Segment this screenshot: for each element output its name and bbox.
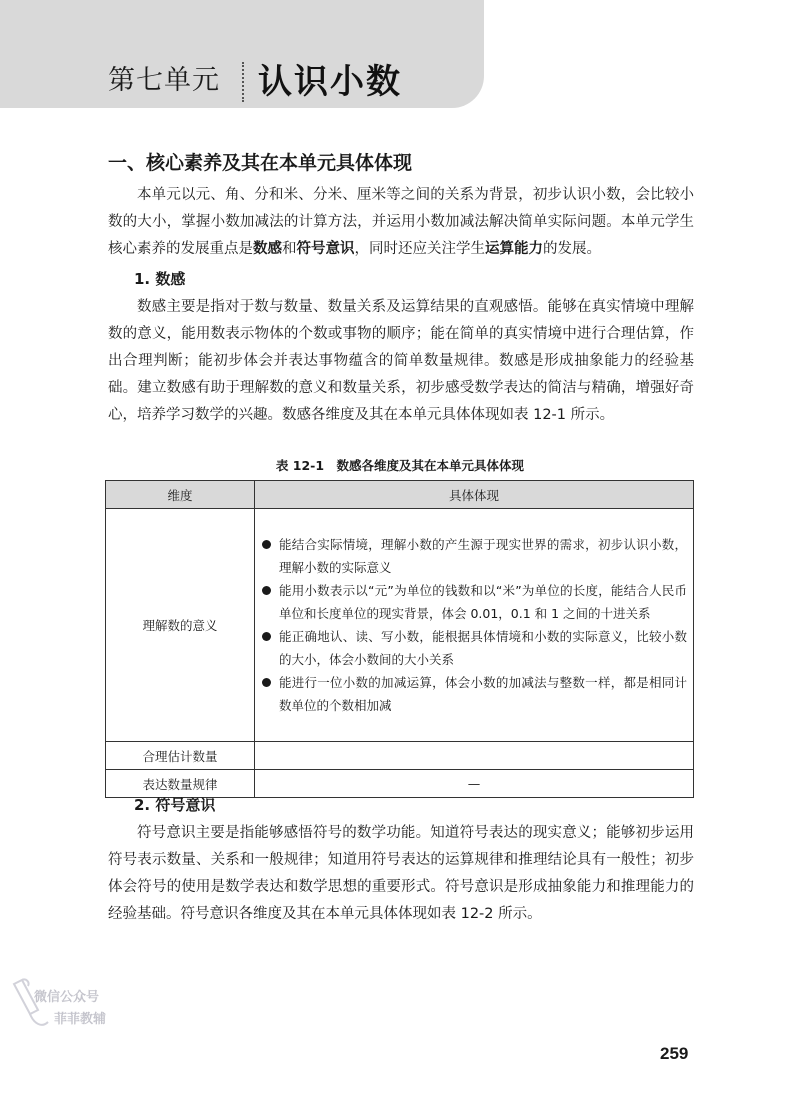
- table-header-row: [106, 481, 694, 509]
- table-caption: 表 12-1 数感各维度及其在本单元具体体现: [275, 458, 525, 473]
- emphasis-number-sense: 数感: [253, 241, 282, 257]
- watermark: [8, 966, 132, 1046]
- manifestation-cell: [255, 742, 694, 770]
- list-item: 能结合实际情境，理解小数的产生源于现实世界的需求，初步认识小数，理解小数的实际意义: [261, 533, 687, 579]
- title-separator: [242, 62, 244, 102]
- dimension-cell: 表达数量规律: [106, 770, 255, 798]
- number-sense-paragraph: 数感主要是指对于数与数量、数量关系及运算结果的直观感悟。能够在真实情境中理解数的意义，能用数表示物体的个数或事物的顺序；能在简单的真实情境中进行合理估算，作出合理判断；能初步体会并表达事物蕴含的简单数量规律。数感是形成抽象能力的经验基础。建立数感有助于理解数的意义和数量关系，初步感受数学表达的简洁与精确，增强好奇心，培养学习数学的兴趣。数感各维度及其在本单元具体体现如表 12-1 所示。: [108, 299, 694, 423]
- watermark-line2: 菲菲教辅: [54, 1012, 107, 1027]
- section-heading: 一、核心素养及其在本单元具体体现: [108, 152, 413, 174]
- bullet-dot-icon: [262, 586, 271, 595]
- bullet-dot-icon: [262, 540, 271, 549]
- watermark-line1: 微信公众号: [34, 990, 100, 1005]
- unit-label: 第七单元: [108, 65, 220, 96]
- intro-paragraph: 本单元以元、角、分和米、分米、厘米等之间的关系为背景，初步认识小数，会比较小数的大小，掌握小数加减法的计算方法，并运用小数加减法解决简单实际问题。本单元学生核心素养的发展重点是数感和符号意识，同时还应关注学生运算能力的发展。: [108, 187, 694, 257]
- list-item: 能进行一位小数的加减运算，体会小数的加减法与整数一样，都是相同计数单位的个数相加减: [261, 671, 687, 717]
- dimension-cell: 理解数的意义: [106, 509, 255, 742]
- number-sense-heading: 1. 数感: [134, 270, 186, 288]
- table-row: [106, 509, 694, 742]
- table-header-cell: 具体体现: [255, 481, 694, 509]
- list-item: 能用小数表示以“元”为单位的钱数和以“米”为单位的长度，能结合人民币单位和长度单位的现实背景，体会 0.01，0.1 和 1 之间的十进关系: [261, 579, 687, 625]
- emphasis-computation: 运算能力: [485, 241, 543, 257]
- bullet-dot-icon: [262, 678, 271, 687]
- table-row: [106, 742, 694, 770]
- table-header-cell: 维度: [106, 481, 255, 509]
- manifestation-cell: [255, 509, 694, 742]
- symbol-sense-paragraph: 符号意识主要是指能够感悟符号的数学功能。知道符号表达的现实意义；能够初步运用符号表示数量、关系和一般规律；知道用符号表达的运算规律和推理结论具有一般性；初步体会符号的使用是数学表达和数学思想的重要形式。符号意识是形成抽象能力和推理能力的经验基础。符号意识各维度及其在本单元具体体现如表 12-2 所示。: [108, 825, 694, 922]
- dimension-cell: 合理估计数量: [106, 742, 255, 770]
- page-number: 259: [660, 1044, 689, 1063]
- emphasis-symbol-sense: 符号意识: [296, 241, 355, 257]
- unit-title: 认识小数: [258, 62, 402, 102]
- bullet-dot-icon: [262, 632, 271, 641]
- symbol-sense-heading: 2. 符号意识: [134, 796, 216, 814]
- list-item: 能正确地认、读、写小数，能根据具体情境和小数的实际意义，比较小数的大小，体会小数间的大小关系: [261, 625, 687, 671]
- manifestation-list: [261, 533, 687, 717]
- manifestation-cell: —: [255, 770, 694, 798]
- dimension-table: [105, 480, 694, 798]
